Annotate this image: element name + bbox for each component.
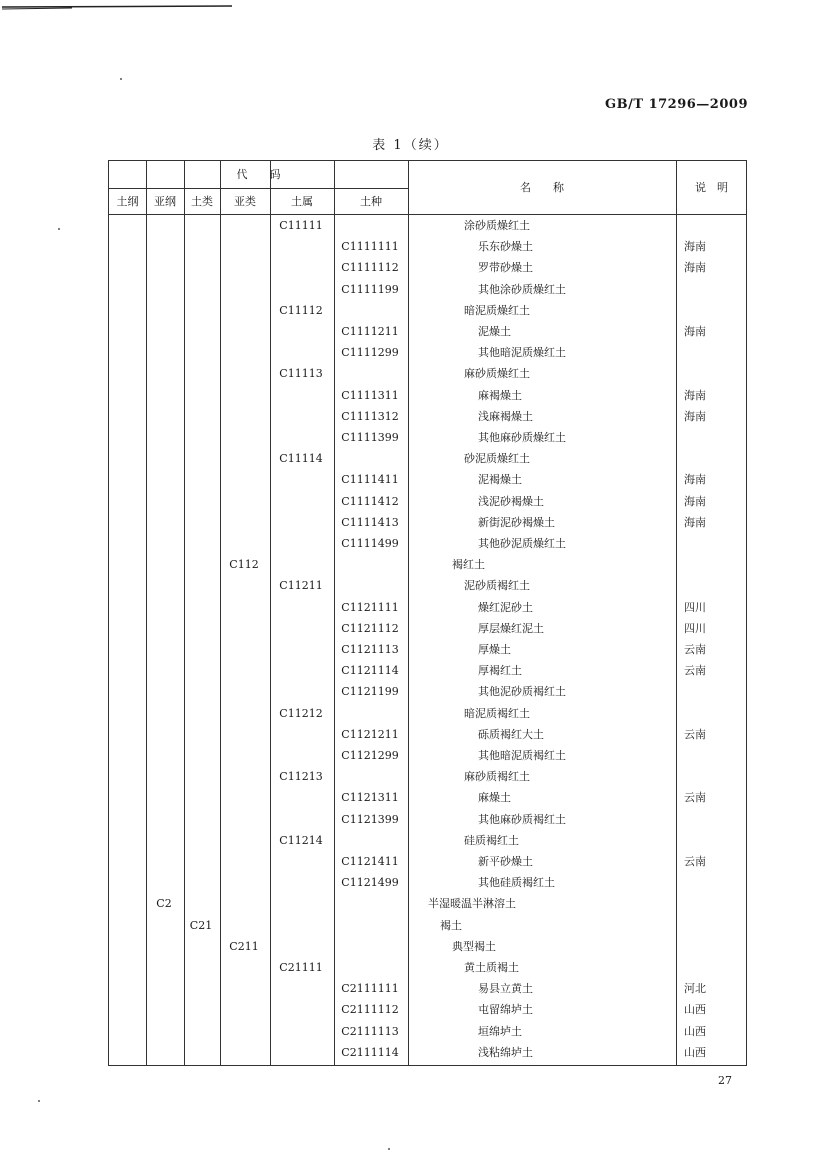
code-yalei: C112 bbox=[229, 558, 259, 572]
header-tugang: 土纲 bbox=[116, 195, 139, 208]
soil-name: 涂砂质燥红土 bbox=[464, 219, 530, 232]
code-tuzhong: C1121411 bbox=[341, 855, 399, 868]
soil-name: 浅泥砂褐燥土 bbox=[478, 494, 544, 508]
region-note: 海南 bbox=[684, 473, 706, 487]
header-yalei: 亚类 bbox=[234, 195, 256, 208]
soil-name: 浅粘绵垆土 bbox=[478, 1045, 533, 1059]
region-note: 山西 bbox=[684, 1024, 706, 1038]
header-yagang: 亚纲 bbox=[154, 195, 176, 208]
soil-name: 浅麻褐燥土 bbox=[478, 409, 533, 423]
code-tuzhong: C1111312 bbox=[341, 409, 399, 423]
code-tuzhong: C2111111 bbox=[341, 982, 399, 996]
code-tuzhong: C2111113 bbox=[341, 1024, 399, 1038]
table-body bbox=[0, 216, 821, 1066]
code-tushu: C11214 bbox=[279, 833, 323, 847]
soil-name: 泥燥土 bbox=[478, 325, 511, 338]
header-tuzhong: 土种 bbox=[360, 195, 382, 208]
code-tuzhong: C1121112 bbox=[341, 621, 399, 635]
soil-name: 其他暗泥质燥红土 bbox=[478, 346, 566, 360]
soil-name: 砂泥质燥红土 bbox=[464, 452, 530, 466]
scan-edge-mark bbox=[2, 4, 232, 10]
region-note: 海南 bbox=[684, 240, 706, 254]
soil-name: 罗带砂燥土 bbox=[478, 261, 533, 275]
soil-name: 麻砂质褐红土 bbox=[464, 770, 530, 784]
soil-name: 其他麻砂质褐红土 bbox=[478, 812, 566, 826]
soil-name: 厚层燥红泥土 bbox=[478, 621, 544, 635]
code-tushu: C11213 bbox=[279, 770, 323, 784]
soil-name: 燥红泥砂土 bbox=[478, 600, 533, 614]
scan-speck bbox=[120, 78, 122, 80]
soil-name: 厚褐红土 bbox=[478, 664, 522, 678]
soil-name: 半湿暖温半淋溶土 bbox=[428, 897, 516, 911]
code-tushu: C21111 bbox=[279, 961, 323, 974]
soil-name: 典型褐土 bbox=[452, 939, 496, 953]
code-yagang: C2 bbox=[156, 897, 172, 911]
soil-name: 其他涂砂质燥红土 bbox=[478, 282, 566, 296]
soil-name: 麻砂质燥红土 bbox=[464, 367, 530, 381]
region-note: 海南 bbox=[684, 388, 706, 402]
standard-code: GB/T 17296—2009 bbox=[605, 97, 748, 112]
soil-name: 褐土 bbox=[440, 918, 462, 932]
soil-name: 泥褐燥土 bbox=[478, 473, 522, 487]
code-tulei: C21 bbox=[189, 918, 213, 932]
code-tushu: C11112 bbox=[279, 303, 323, 317]
code-tushu: C11111 bbox=[279, 219, 323, 232]
soil-name: 黄土质褐土 bbox=[464, 961, 519, 974]
code-tuzhong: C1111311 bbox=[341, 388, 399, 402]
region-note: 海南 bbox=[684, 325, 706, 338]
soil-name: 其他硅质褐红土 bbox=[478, 876, 555, 890]
region-note: 山西 bbox=[684, 1003, 706, 1017]
code-tuzhong: C1111299 bbox=[341, 346, 399, 360]
code-tuzhong: C1111499 bbox=[341, 537, 399, 550]
soil-name: 其他泥砂质褐红土 bbox=[478, 685, 566, 699]
region-note: 四川 bbox=[684, 600, 706, 614]
region-note: 海南 bbox=[684, 494, 706, 508]
code-tuzhong: C1121311 bbox=[341, 791, 399, 805]
code-tuzhong: C1121499 bbox=[341, 876, 399, 890]
code-tuzhong: C1111399 bbox=[341, 431, 399, 444]
scan-speck bbox=[38, 1100, 40, 1102]
code-tuzhong: C2111114 bbox=[341, 1045, 399, 1059]
region-note: 海南 bbox=[684, 409, 706, 423]
code-tushu: C11114 bbox=[279, 452, 323, 466]
region-note: 云南 bbox=[684, 727, 706, 741]
code-tuzhong: C1111411 bbox=[341, 473, 399, 487]
soil-name: 其他砂泥质燥红土 bbox=[478, 537, 566, 550]
code-tuzhong: C1111413 bbox=[341, 515, 399, 529]
region-note: 海南 bbox=[684, 261, 706, 275]
region-note: 海南 bbox=[684, 515, 706, 529]
page-number: 27 bbox=[718, 1074, 732, 1087]
scan-speck bbox=[388, 1148, 390, 1150]
soil-name: 褐红土 bbox=[452, 558, 485, 572]
region-note: 河北 bbox=[684, 982, 706, 996]
header-code-group: 代 码 bbox=[236, 168, 281, 181]
soil-name: 其他暗泥质褐红土 bbox=[478, 749, 566, 762]
soil-name: 暗泥质燥红土 bbox=[464, 303, 530, 317]
soil-name: 麻燥土 bbox=[478, 791, 511, 805]
code-tuzhong: C1111211 bbox=[341, 325, 399, 338]
header-name: 名 称 bbox=[520, 181, 564, 194]
soil-name: 垣绵垆土 bbox=[478, 1024, 522, 1038]
soil-name: 易县立黄土 bbox=[478, 982, 533, 996]
soil-name: 厚燥土 bbox=[478, 643, 511, 656]
code-tuzhong: C1121113 bbox=[341, 643, 399, 656]
soil-name: 暗泥质褐红土 bbox=[464, 706, 530, 720]
code-tuzhong: C1121199 bbox=[341, 685, 399, 699]
code-tuzhong: C1121211 bbox=[341, 727, 399, 741]
soil-name: 砾质褐红大土 bbox=[478, 727, 544, 741]
soil-name: 新平砂燥土 bbox=[478, 855, 533, 868]
header-tushu: 土属 bbox=[291, 195, 313, 208]
code-tuzhong: C2111112 bbox=[341, 1003, 399, 1017]
region-note: 山西 bbox=[684, 1045, 706, 1059]
soil-name: 硅质褐红土 bbox=[464, 833, 519, 847]
soil-name: 新街泥砂褐燥土 bbox=[478, 515, 555, 529]
code-tuzhong: C1111111 bbox=[341, 240, 399, 254]
region-note: 云南 bbox=[684, 855, 706, 868]
header-tulei: 土类 bbox=[191, 195, 213, 208]
region-note: 云南 bbox=[684, 664, 706, 678]
code-tuzhong: C1121399 bbox=[341, 812, 399, 826]
scan-speck bbox=[58, 228, 60, 230]
soil-name: 麻褐燥土 bbox=[478, 388, 522, 402]
code-tuzhong: C1121111 bbox=[341, 600, 399, 614]
code-tuzhong: C1121114 bbox=[341, 664, 399, 678]
region-note: 云南 bbox=[684, 791, 706, 805]
header-note: 说 明 bbox=[695, 181, 728, 194]
code-yalei: C211 bbox=[229, 939, 259, 953]
code-tuzhong: C1111199 bbox=[341, 282, 399, 296]
soil-name: 乐东砂燥土 bbox=[478, 240, 533, 254]
code-tuzhong: C1111112 bbox=[341, 261, 399, 275]
code-tuzhong: C1121299 bbox=[341, 749, 399, 762]
code-tushu: C11113 bbox=[279, 367, 323, 381]
soil-name: 屯留绵垆土 bbox=[478, 1003, 533, 1017]
code-tuzhong: C1111412 bbox=[341, 494, 399, 508]
region-note: 四川 bbox=[684, 621, 706, 635]
table-title: 表 1（续） bbox=[372, 138, 449, 153]
code-tushu: C11212 bbox=[279, 706, 323, 720]
soil-name: 其他麻砂质燥红土 bbox=[478, 431, 566, 444]
soil-name: 泥砂质褐红土 bbox=[464, 579, 530, 593]
region-note: 云南 bbox=[684, 643, 706, 656]
code-tushu: C11211 bbox=[279, 579, 323, 593]
